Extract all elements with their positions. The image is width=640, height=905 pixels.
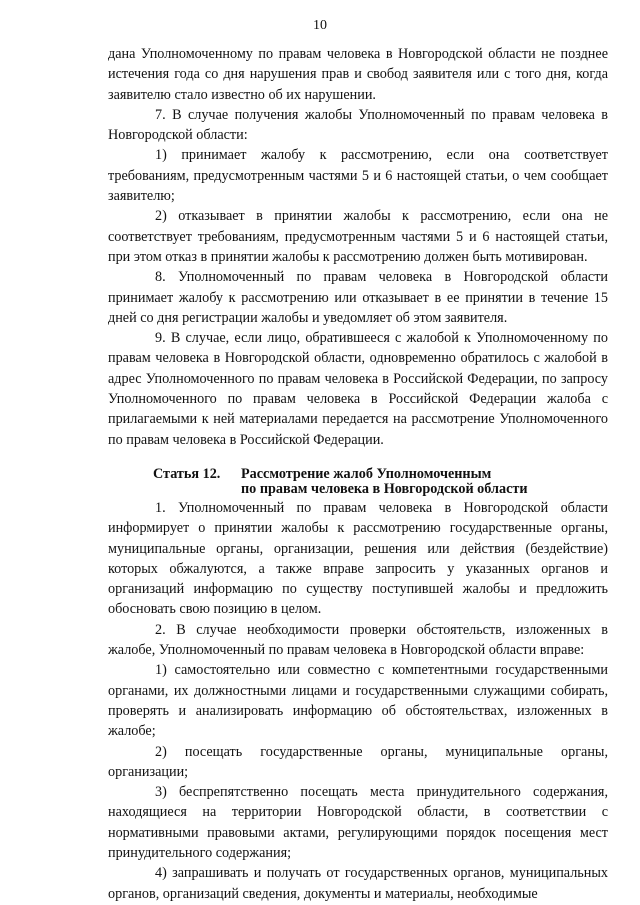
paragraph-art12-part-1: 1. Уполномоченный по правам человека в Новгородской области информирует о принятии жалобы к рассмотрению государственные органы, муниципальные органы, организации, решения или действия (бездействие) которых обжалуются, а также вправе запросить у указанных органов и организаций информацию по существу поступившей жалобы и предложить обосновать свою позицию в целом.	[108, 499, 608, 618]
paragraph-art12-item-3: 3) беспрепятственно посещать места принудительного содержания, находящиеся на территории Новгородской области, в соответствии с нормативными правовыми актами, регулирующими порядок посещения мест принудительного содержания;	[108, 784, 608, 861]
page-number: 10	[313, 18, 327, 33]
paragraph-art12-item-2: 2) посещать государственные органы, муниципальные органы, организации;	[108, 743, 608, 780]
article-title	[241, 467, 608, 498]
paragraph-continuation: дана Уполномоченному по правам человека в Новгородской области не позднее истечения года со дня нарушения прав и свобод заявителя или с того дня, когда заявителю стало известно об их нарушении.	[108, 46, 608, 103]
paragraph-part-8: 8. Уполномоченный по правам человека в Новгородской области принимает жалобу к рассмотрению или отказывает в ее принятии в течение 15 дней со дня регистрации жалобы и уведомляет об этом заявителя.	[108, 269, 608, 326]
paragraph-art12-item-4: 4) запрашивать и получать от государственных органов, муниципальных органов, организаций сведения, документы и материалы, необходимые	[108, 865, 608, 902]
article-title-line-1: Рассмотрение жалоб Уполномоченным	[241, 465, 492, 482]
paragraph-art12-item-1: 1) самостоятельно или совместно с компетентными государственными органами, их должностными лицами и государственными служащими собирать, проверять и анализировать информацию об обстоятельствах, изложенных в жалобе;	[108, 662, 608, 740]
paragraph-part-9: 9. В случае, если лицо, обратившееся с жалобой к Уполномоченному по правам человека в Новгородской области, одновременно обратилось с жалобой в адрес Уполномоченного по правам человека в Российской Федерации, по запросу Уполномоченного по правам человека в Российской Федерации жалоба с прилагаемыми к ней материалами передается на рассмотрение Уполномоченного по правам человека в Российской Федерации.	[108, 330, 608, 448]
article-title-line-2: по правам человека в Новгородской области	[241, 481, 528, 498]
paragraph-part-7-item-2: 2) отказывает в принятии жалобы к рассмотрению, если она не соответствует требованиям, предусмотренным частями 5 и 6 настоящей статьи, при этом отказ в принятии жалобы к рассмотрению должен быть мотивирован.	[108, 208, 608, 265]
paragraph-art12-part-2: 2. В случае необходимости проверки обстоятельств, изложенных в жалобе, Уполномоченный по правам человека в Новгородской области вправе:	[108, 621, 608, 659]
document-body	[108, 44, 608, 904]
paragraph-part-7-item-1: 1) принимает жалобу к рассмотрению, если она соответствует требованиям, предусмотренным частями 5 и 6 настоящей статьи, о чем сообщает заявителю;	[108, 147, 608, 205]
paragraph-part-7: 7. В случае получения жалобы Уполномоченный по правам человека в Новгородской области:	[108, 106, 608, 144]
article-number: Статья 12.	[153, 465, 221, 482]
article-heading	[108, 467, 608, 498]
